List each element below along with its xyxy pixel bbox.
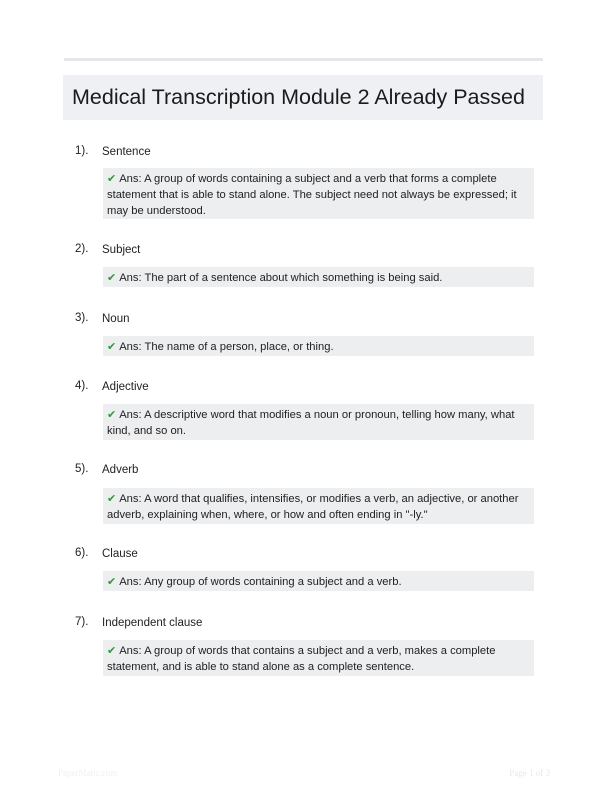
question-term: Noun xyxy=(102,313,130,325)
question-number: 3). xyxy=(75,312,89,324)
question-term: Adverb xyxy=(102,464,139,476)
answer-text: Ans: The part of a sentence about which something is being said. xyxy=(119,272,443,284)
question-term: Independent clause xyxy=(102,617,203,629)
question-number: 6). xyxy=(75,547,89,559)
top-divider xyxy=(64,58,543,61)
answer-box xyxy=(103,571,534,591)
check-icon: ✔ xyxy=(107,409,117,421)
answer-box xyxy=(103,336,534,356)
question-number: 5). xyxy=(75,463,89,475)
answer-box xyxy=(103,488,534,524)
check-icon: ✔ xyxy=(107,341,117,353)
question-term: Clause xyxy=(102,548,138,560)
question-number: 1). xyxy=(75,145,89,157)
answer-box xyxy=(103,267,534,287)
check-icon: ✔ xyxy=(107,493,117,505)
check-icon: ✔ xyxy=(107,272,117,284)
question-number: 2). xyxy=(75,243,89,255)
answer-text: Ans: A word that qualifies, intensifies, or modifies a verb, an adjective, or another adverb, explaining when, where, or how and often ending in "-ly." xyxy=(107,493,519,521)
page-title: Medical Transcription Module 2 Already Passed xyxy=(72,85,525,109)
question-number: 7). xyxy=(75,616,89,628)
check-icon: ✔ xyxy=(107,576,117,588)
check-icon: ✔ xyxy=(107,173,117,185)
answer-text: Ans: Any group of words containing a subject and a verb. xyxy=(119,576,402,588)
title-banner xyxy=(63,75,543,120)
answer-text: Ans: A descriptive word that modifies a noun or pronoun, telling how many, what kind, and so on. xyxy=(107,409,515,437)
answer-text: Ans: A group of words containing a subject and a verb that forms a complete statement that is able to stand alone. The subject need not always be expressed; it may be understood. xyxy=(107,173,517,217)
question-term: Subject xyxy=(102,244,141,256)
answer-text: Ans: The name of a person, place, or thing. xyxy=(119,341,334,353)
check-icon: ✔ xyxy=(107,645,117,657)
question-number: 4). xyxy=(75,380,89,392)
question-term: Sentence xyxy=(102,146,151,158)
answer-box xyxy=(103,404,534,440)
question-term: Adjective xyxy=(102,381,149,393)
answer-box xyxy=(103,640,534,676)
answer-text: Ans: A group of words that contains a subject and a verb, makes a complete statement, and is able to stand alone as a complete sentence. xyxy=(107,645,496,673)
footer-watermark: PaperMatic.com xyxy=(58,768,118,778)
page-number: Page 1 of 3 xyxy=(509,768,550,778)
answer-box xyxy=(103,168,534,219)
